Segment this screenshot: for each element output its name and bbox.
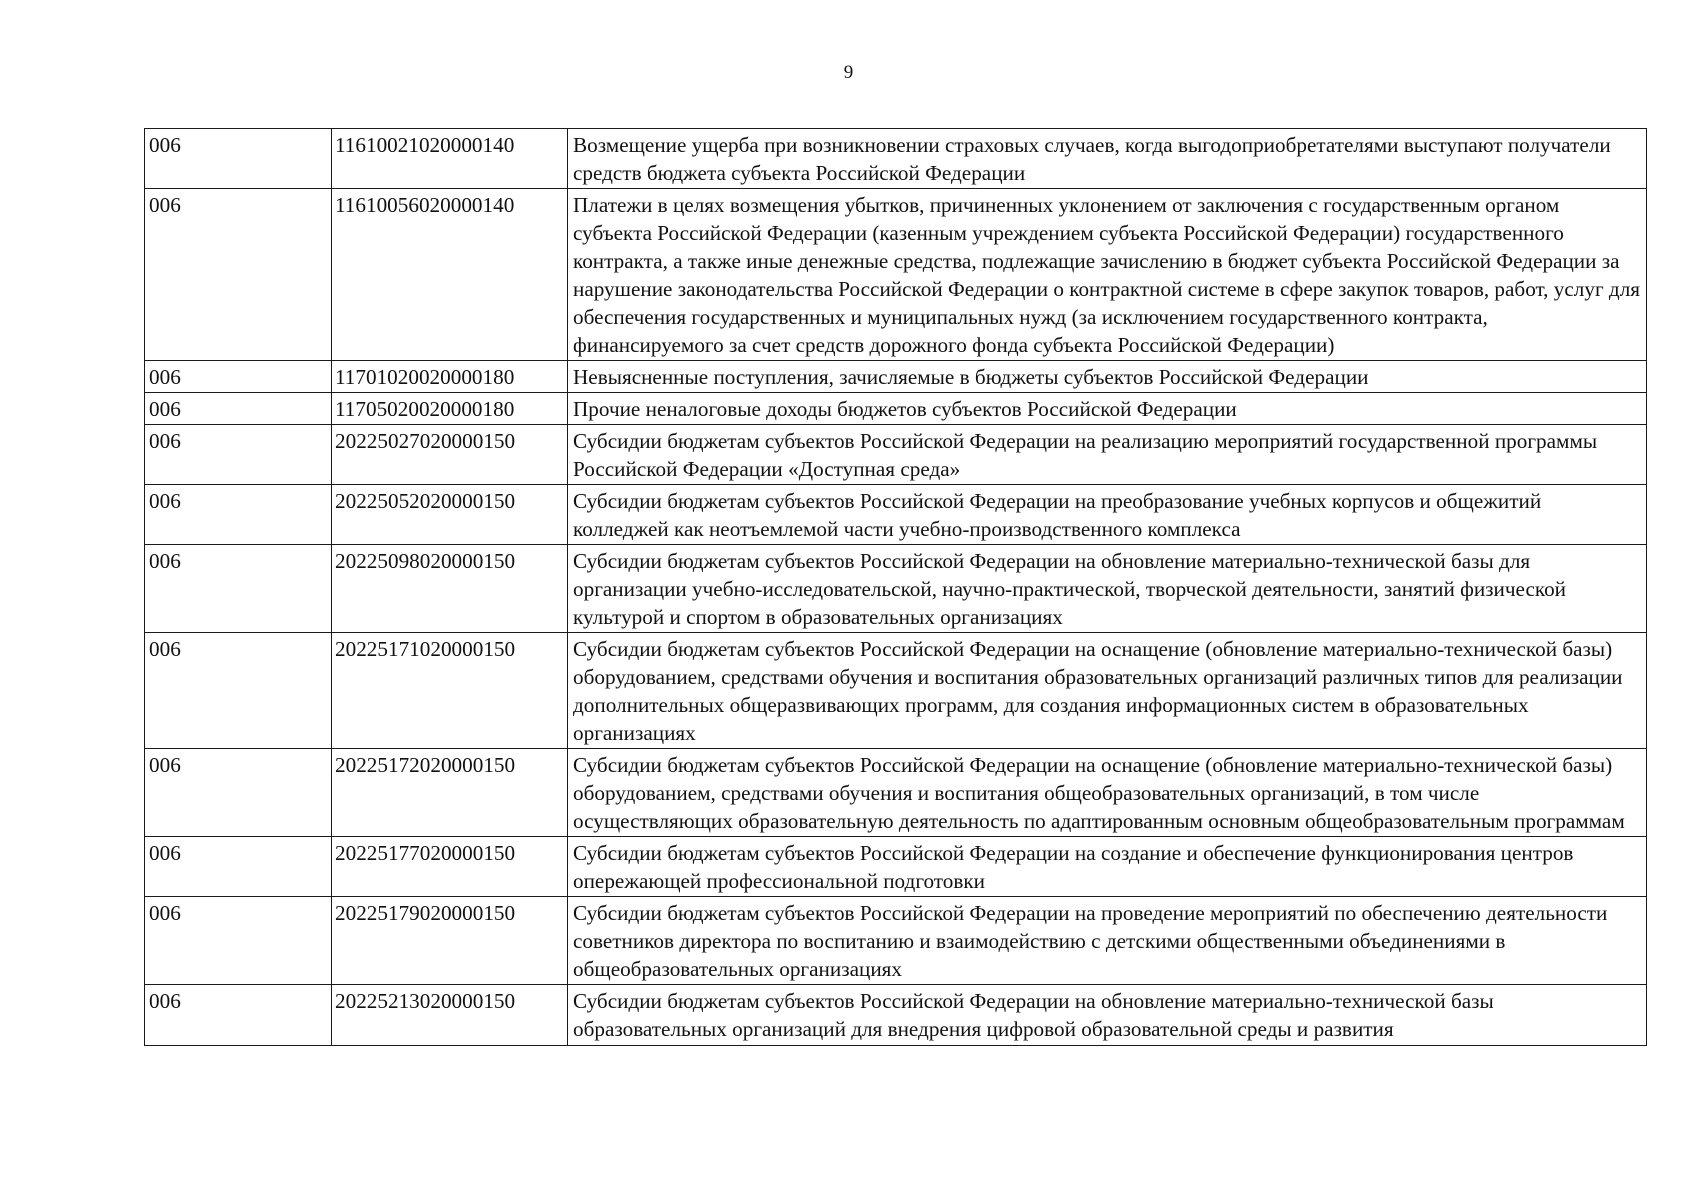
table-row — [145, 393, 1647, 425]
budget-codes-table — [144, 128, 1647, 1046]
revenue-name-cell: Прочие неналоговые доходы бюджетов субъектов Российской Федерации — [568, 393, 1647, 425]
page-number: 9 — [843, 62, 854, 83]
revenue-name-cell: Субсидии бюджетам субъектов Российской Федерации на обновление материально-технической базы для организации учебно-исследовательской, научно-практической, творческой деятельности, занятий физической культурой и спортом в образовательных организациях — [568, 545, 1647, 633]
revenue-name-cell: Субсидии бюджетам субъектов Российской Федерации на обновление материально-технической базы образовательных организаций для внедрения цифровой образовательной среды и развития — [568, 985, 1647, 1046]
revenue-name-cell: Невыясненные поступления, зачисляемые в бюджеты субъектов Российской Федерации — [568, 361, 1647, 393]
budget-code-cell: 20225172020000150 — [332, 749, 568, 837]
admin-code-cell: 006 — [145, 425, 332, 485]
admin-code-cell: 006 — [145, 129, 332, 189]
budget-code-cell: 20225098020000150 — [332, 545, 568, 633]
table-row — [145, 749, 1647, 837]
table-row — [145, 129, 1647, 189]
revenue-name-cell: Возмещение ущерба при возникновении страховых случаев, когда выгодоприобретателями выступают получатели средств бюджета субъекта Российской Федерации — [568, 129, 1647, 189]
admin-code-cell: 006 — [145, 485, 332, 545]
revenue-name-cell: Субсидии бюджетам субъектов Российской Федерации на проведение мероприятий по обеспечению деятельности советников директора по воспитанию и взаимодействию с детскими общественными объединениями в общеобразовательных организациях — [568, 897, 1647, 985]
table-row — [145, 485, 1647, 545]
admin-code-cell: 006 — [145, 393, 332, 425]
revenue-name-cell: Субсидии бюджетам субъектов Российской Федерации на реализацию мероприятий государственной программы Российской Федерации «Доступная среда» — [568, 425, 1647, 485]
budget-code-cell: 11701020020000180 — [332, 361, 568, 393]
budget-code-cell: 20225027020000150 — [332, 425, 568, 485]
table-row — [145, 361, 1647, 393]
table-row — [145, 837, 1647, 897]
revenue-name-cell: Субсидии бюджетам субъектов Российской Федерации на оснащение (обновление материально-технической базы) оборудованием, средствами обучения и воспитания образовательных организаций различных типов для реализации дополнительных общеразвивающих программ, для создания информационных систем в образовательных организациях — [568, 633, 1647, 749]
budget-code-cell: 11705020020000180 — [332, 393, 568, 425]
budget-code-cell: 11610021020000140 — [332, 129, 568, 189]
table-row — [145, 545, 1647, 633]
revenue-name-cell: Субсидии бюджетам субъектов Российской Федерации на преобразование учебных корпусов и общежитий колледжей как неотъемлемой части учебно-производственного комплекса — [568, 485, 1647, 545]
table-row — [145, 425, 1647, 485]
budget-code-cell: 20225052020000150 — [332, 485, 568, 545]
table-row — [145, 189, 1647, 361]
revenue-name-cell: Субсидии бюджетам субъектов Российской Федерации на оснащение (обновление материально-технической базы) оборудованием, средствами обучения и воспитания общеобразовательных организаций, в том числе осуществляющих образовательную деятельность по адаптированным основным общеобразовательным программам — [568, 749, 1647, 837]
admin-code-cell: 006 — [145, 897, 332, 985]
admin-code-cell: 006 — [145, 545, 332, 633]
budget-code-cell: 20225171020000150 — [332, 633, 568, 749]
revenue-name-cell: Платежи в целях возмещения убытков, причиненных уклонением от заключения с государственным органом субъекта Российской Федерации (казенным учреждением субъекта Российской Федерации) государственного контракта, а также иные денежные средства, подлежащие зачислению в бюджет субъекта Российской Федерации за нарушение законодательства Российской Федерации о контрактной системе в сфере закупок товаров, работ, услуг для обеспечения государственных и муниципальных нужд (за исключением государственного контракта, финансируемого за счет средств дорожного фонда субъекта Российской Федерации) — [568, 189, 1647, 361]
table-row — [145, 985, 1647, 1046]
admin-code-cell: 006 — [145, 633, 332, 749]
admin-code-cell: 006 — [145, 361, 332, 393]
table-row — [145, 897, 1647, 985]
budget-code-cell: 20225177020000150 — [332, 837, 568, 897]
admin-code-cell: 006 — [145, 189, 332, 361]
admin-code-cell: 006 — [145, 985, 332, 1046]
revenue-name-cell: Субсидии бюджетам субъектов Российской Федерации на создание и обеспечение функционирования центров опережающей профессиональной подготовки — [568, 837, 1647, 897]
admin-code-cell: 006 — [145, 749, 332, 837]
budget-code-cell: 11610056020000140 — [332, 189, 568, 361]
budget-code-cell: 20225213020000150 — [332, 985, 568, 1046]
budget-code-cell: 20225179020000150 — [332, 897, 568, 985]
table-row — [145, 633, 1647, 749]
admin-code-cell: 006 — [145, 837, 332, 897]
